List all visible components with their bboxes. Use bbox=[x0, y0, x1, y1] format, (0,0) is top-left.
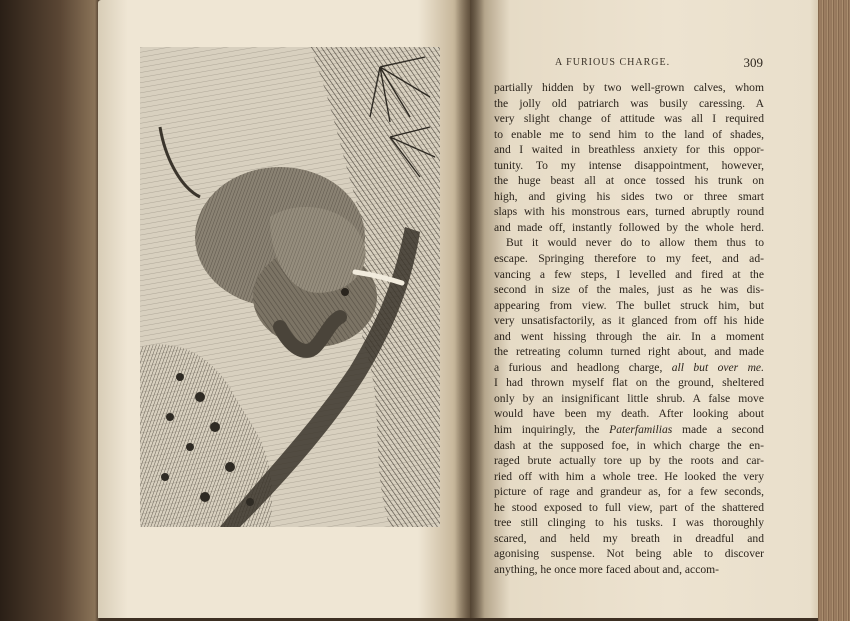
page-edges bbox=[818, 0, 850, 621]
text-line bbox=[494, 406, 764, 422]
text-line bbox=[494, 158, 764, 174]
text-line bbox=[494, 515, 764, 531]
text-run: very slight change of attitude was all I required bbox=[494, 112, 764, 126]
text-line bbox=[494, 96, 764, 112]
text-line bbox=[494, 282, 764, 298]
text-run: second in size of the males, just as he was dis- bbox=[494, 283, 764, 297]
text-run: I had thrown myself flat on the ground, sheltered bbox=[494, 376, 764, 390]
text-run: made a second bbox=[672, 423, 764, 437]
page-number: 309 bbox=[743, 55, 763, 70]
text-line bbox=[494, 500, 764, 516]
book-gutter bbox=[455, 0, 485, 618]
text-line bbox=[494, 251, 764, 267]
text-run: and I waited in breathless anxiety for this oppor- bbox=[494, 143, 764, 157]
text-line bbox=[494, 375, 764, 391]
text-run: the jolly old patriarch was busily caressing. A bbox=[494, 96, 764, 110]
text-line bbox=[494, 360, 764, 376]
text-run: picture of rage and grandeur as, for a few seconds, bbox=[494, 485, 764, 499]
text-line bbox=[494, 111, 764, 127]
text-run: vancing a few steps, I levelled and fired at the bbox=[494, 267, 764, 281]
text-run: partially hidden by two well-grown calves, whom bbox=[494, 81, 764, 94]
text-line bbox=[494, 220, 764, 236]
text-line bbox=[494, 127, 764, 143]
text-run: high, and giving his sides two or three smart bbox=[494, 189, 764, 203]
body-text bbox=[494, 80, 764, 578]
text-line bbox=[494, 546, 764, 562]
italic-run: all but over me. bbox=[671, 360, 764, 374]
text-run: to enable me to send him to the land of shades, bbox=[494, 127, 764, 141]
text-line bbox=[494, 391, 764, 407]
text-line bbox=[494, 562, 764, 578]
text-run: the retreating column turned right about, and made bbox=[494, 345, 764, 359]
text-run: him inquiringly, the bbox=[494, 423, 610, 437]
text-run: very unsatisfactorily, as it glanced from off his hide bbox=[494, 314, 764, 328]
running-head: A FURIOUS CHARGE. bbox=[555, 57, 671, 68]
text-run: tunity. To my intense disappointment, however, bbox=[494, 158, 764, 172]
text-run: But it would never do to allow them thus to bbox=[506, 236, 764, 250]
text-run: anything, he once more faced about and, accom- bbox=[494, 562, 720, 576]
text-line bbox=[494, 142, 764, 158]
page-header bbox=[495, 57, 763, 73]
text-line bbox=[494, 267, 764, 283]
elephant-engraving bbox=[140, 47, 440, 527]
text-run: would have been my death. After looking about bbox=[494, 407, 764, 421]
text-run: escape. Springing therefore to my feet, and ad- bbox=[494, 252, 764, 266]
text-line bbox=[494, 313, 764, 329]
text-line bbox=[494, 422, 764, 438]
text-line bbox=[494, 235, 764, 251]
italic-run: Paterfamilias bbox=[609, 423, 673, 437]
text-run: tree still clinging to his tusks. I was thoroughly bbox=[494, 516, 764, 530]
text-run: and went hissing through the air. In a moment bbox=[494, 329, 764, 343]
text-run: a furious and headlong charge, bbox=[494, 360, 672, 374]
text-line bbox=[494, 80, 764, 96]
text-run: he stood exposed to full view, part of the shattered bbox=[494, 500, 764, 514]
text-line bbox=[494, 329, 764, 345]
text-line bbox=[494, 344, 764, 360]
text-run: the huge beast all at once tossed his trunk on bbox=[494, 174, 764, 188]
text-line bbox=[494, 469, 764, 485]
text-run: and made off, instantly followed by the whole herd. bbox=[494, 220, 764, 234]
text-run: only by an insignificant little shrub. A false move bbox=[494, 391, 764, 405]
text-line bbox=[494, 531, 764, 547]
text-line bbox=[494, 484, 764, 500]
text-run: ried off with him a whole tree. He looked the very bbox=[494, 469, 764, 483]
text-run: agonising suspense. Not being able to discover bbox=[494, 547, 764, 561]
text-line bbox=[494, 438, 764, 454]
text-run: appearing from view. The bullet struck him, but bbox=[494, 298, 764, 312]
text-run: slaps with his monstrous ears, turned abruptly round bbox=[494, 205, 764, 219]
text-line bbox=[494, 189, 764, 205]
text-line bbox=[494, 453, 764, 469]
text-line bbox=[494, 204, 764, 220]
text-line bbox=[494, 298, 764, 314]
text-run: raged brute actually tore up by the roots and car- bbox=[494, 454, 764, 468]
text-line bbox=[494, 173, 764, 189]
text-run: scared, and held my breath in dreadful and bbox=[494, 531, 764, 545]
text-run: dash at the supposed foe, in which charge the en- bbox=[494, 438, 764, 452]
